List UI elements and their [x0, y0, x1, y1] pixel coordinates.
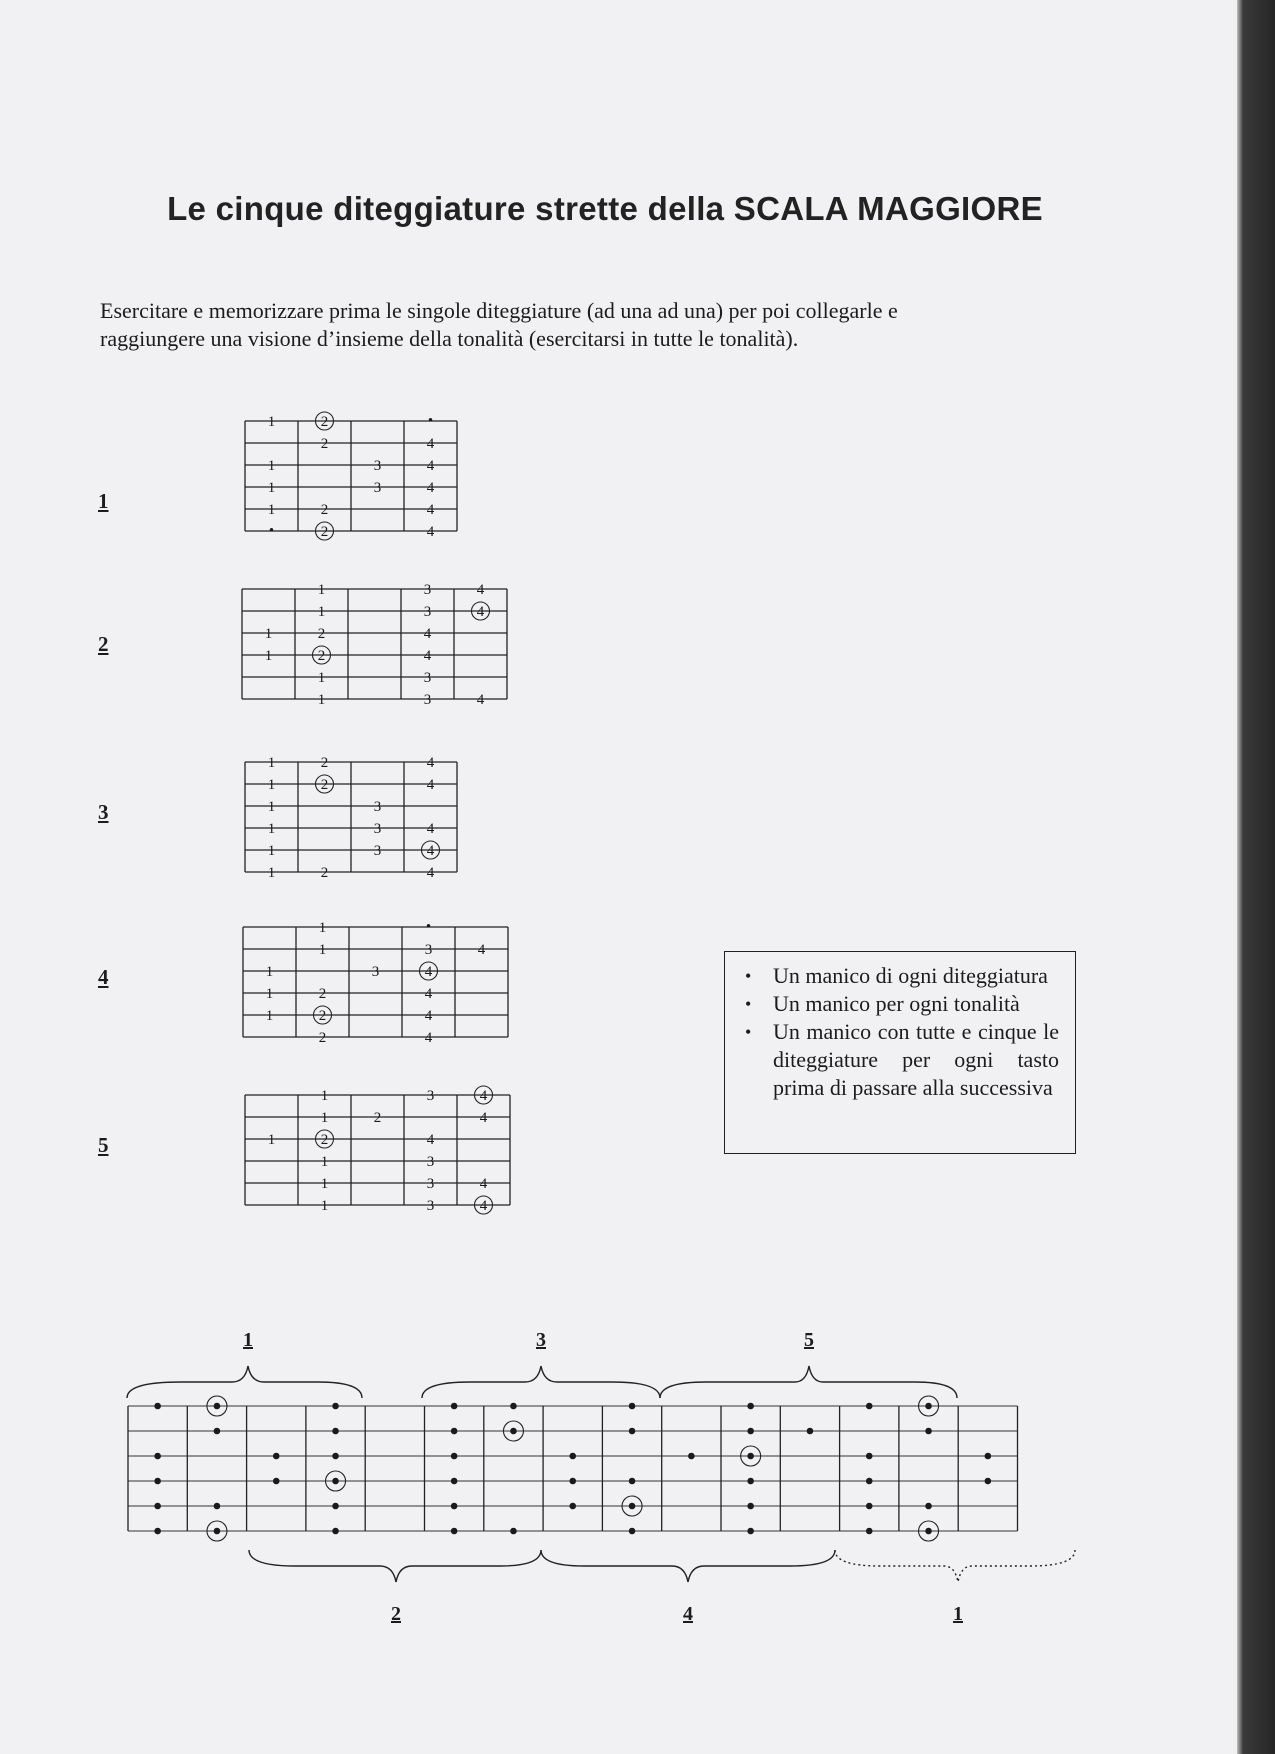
finger-number: 1 — [267, 502, 276, 518]
finger-number: 4 — [424, 964, 433, 980]
overview-note-dot — [510, 1428, 517, 1435]
finger-number: 3 — [373, 480, 382, 496]
overview-note-dot — [154, 1503, 161, 1510]
bullet: • — [745, 1022, 752, 1042]
practice-note — [743, 990, 1059, 1018]
overview-note-dot — [451, 1478, 458, 1485]
finger-number: 1 — [267, 458, 276, 474]
finger-number: 1 — [320, 1154, 329, 1170]
finger-number: 2 — [320, 777, 329, 793]
finger-number: 3 — [426, 1176, 435, 1192]
overview-fretboard — [128, 1396, 1018, 1541]
finger-number: 1 — [267, 865, 276, 881]
finger-number: 1 — [267, 755, 276, 771]
overview-top-label-5: 5 — [804, 1329, 814, 1351]
note-dot: • — [268, 523, 275, 539]
finger-number: 4 — [426, 480, 435, 496]
overview-note-dot — [510, 1528, 517, 1535]
practice-note-text: Un manico di ogni diteggiatura — [773, 963, 1048, 988]
overview-note-dot — [866, 1453, 873, 1460]
brace-bottom-2 — [249, 1550, 541, 1582]
finger-number: 4 — [476, 604, 485, 620]
overview-bottom-label-1: 1 — [953, 1603, 963, 1625]
practice-notes-list — [743, 962, 1059, 1102]
full-neck-overview — [0, 1300, 1100, 1640]
brace-top-5 — [660, 1366, 957, 1398]
fretboard-grid — [243, 927, 508, 1037]
finger-number: 3 — [373, 799, 382, 815]
finger-number: 1 — [317, 692, 326, 708]
finger-number: 1 — [267, 843, 276, 859]
overview-note-dot — [332, 1428, 339, 1435]
intro-line-2: raggiungere una visione d’insieme della tonalità (esercitarsi in tutte le tonalità). — [100, 326, 799, 351]
brace-bottom-1-dotted — [835, 1550, 1075, 1582]
overview-note-dot — [569, 1453, 576, 1460]
overview-note-dot — [451, 1428, 458, 1435]
overview-note-dot — [214, 1428, 221, 1435]
finger-number: 2 — [318, 986, 327, 1002]
overview-note-dot — [332, 1453, 339, 1460]
finger-number: 4 — [426, 843, 435, 859]
overview-note-dot — [629, 1403, 636, 1410]
diagram-label-4: 4 — [98, 965, 109, 989]
note-dot: • — [425, 919, 432, 935]
finger-number: 1 — [265, 1008, 274, 1024]
overview-bottom-label-2: 2 — [391, 1603, 401, 1625]
overview-note-dot — [332, 1403, 339, 1410]
diagram-label-1: 1 — [98, 489, 109, 513]
overview-note-dot — [214, 1528, 221, 1535]
finger-number: 3 — [426, 1198, 435, 1214]
finger-number: 4 — [426, 502, 435, 518]
finger-number: 1 — [265, 986, 274, 1002]
finger-number: 3 — [423, 670, 432, 686]
intro-paragraph — [100, 297, 1050, 353]
overview-note-dot — [985, 1453, 992, 1460]
overview-note-dot — [629, 1428, 636, 1435]
overview-note-dot — [214, 1503, 221, 1510]
finger-number: 2 — [317, 626, 326, 642]
finger-number: 4 — [424, 986, 433, 1002]
overview-note-dot — [866, 1528, 873, 1535]
finger-number: 1 — [267, 414, 276, 430]
overview-note-dot — [747, 1478, 754, 1485]
overview-note-dot — [629, 1503, 636, 1510]
overview-top-label-3: 3 — [536, 1329, 546, 1351]
finger-number: 2 — [320, 414, 329, 430]
overview-note-dot — [747, 1403, 754, 1410]
practice-note — [743, 1018, 1059, 1102]
finger-number: 4 — [426, 436, 435, 452]
overview-note-dot — [154, 1478, 161, 1485]
overview-note-dot — [866, 1403, 873, 1410]
finger-number: 2 — [320, 524, 329, 540]
finger-number: 4 — [426, 821, 435, 837]
overview-note-dot — [925, 1403, 932, 1410]
fingering-diagram-4 — [243, 919, 543, 1052]
overview-note-dot — [214, 1403, 221, 1410]
finger-number: 4 — [426, 755, 435, 771]
fretboard-grid — [245, 421, 457, 531]
overview-note-dot — [925, 1503, 932, 1510]
finger-number: 1 — [317, 670, 326, 686]
finger-number: 4 — [426, 458, 435, 474]
fingering-diagram-1 — [245, 413, 485, 546]
fingering-diagram-3 — [245, 755, 485, 887]
finger-number: 2 — [320, 1132, 329, 1148]
finger-number: 2 — [320, 436, 329, 452]
finger-number: 1 — [264, 648, 273, 664]
overview-note-dot — [510, 1403, 517, 1410]
overview-top-label-1: 1 — [243, 1329, 253, 1351]
overview-note-dot — [154, 1403, 161, 1410]
finger-number: 1 — [267, 1132, 276, 1148]
overview-note-dot — [332, 1528, 339, 1535]
overview-note-dot — [451, 1403, 458, 1410]
finger-number: 3 — [424, 942, 433, 958]
finger-number: 4 — [479, 1088, 488, 1104]
brace-top-1 — [127, 1366, 362, 1398]
finger-number: 3 — [426, 1088, 435, 1104]
brace-top-3 — [422, 1366, 660, 1398]
finger-number: 1 — [318, 942, 327, 958]
overview-note-dot — [451, 1453, 458, 1460]
finger-number: 4 — [424, 1030, 433, 1046]
overview-note-dot — [629, 1528, 636, 1535]
finger-number: 1 — [267, 480, 276, 496]
overview-note-dot — [866, 1478, 873, 1485]
overview-note-dot — [925, 1528, 932, 1535]
finger-number: 1 — [320, 1198, 329, 1214]
finger-number: 1 — [267, 821, 276, 837]
finger-number: 4 — [426, 865, 435, 881]
overview-braces — [127, 1366, 1075, 1582]
finger-number: 4 — [423, 626, 432, 642]
overview-note-dot — [332, 1478, 339, 1485]
finger-number: 1 — [267, 777, 276, 793]
overview-note-dot — [154, 1528, 161, 1535]
overview-note-dot — [985, 1478, 992, 1485]
finger-number: 2 — [320, 865, 329, 881]
finger-number: 3 — [371, 964, 380, 980]
note-dot: • — [427, 413, 434, 429]
scanner-edge — [1237, 0, 1275, 1754]
overview-note-dot — [569, 1478, 576, 1485]
finger-number: 3 — [426, 1154, 435, 1170]
finger-number: 3 — [423, 582, 432, 598]
finger-number: 4 — [479, 1110, 488, 1126]
overview-note-dot — [866, 1503, 873, 1510]
finger-number: 3 — [373, 458, 382, 474]
finger-number: 4 — [423, 648, 432, 664]
overview-note-dot — [747, 1503, 754, 1510]
overview-note-dot — [747, 1428, 754, 1435]
finger-number: 3 — [373, 843, 382, 859]
finger-number: 1 — [318, 920, 327, 936]
diagram-label-3: 3 — [98, 800, 109, 824]
finger-number: 1 — [267, 799, 276, 815]
finger-number: 1 — [320, 1176, 329, 1192]
finger-number: 1 — [264, 626, 273, 642]
fretboard-grid — [245, 762, 457, 872]
overview-note-dot — [332, 1503, 339, 1510]
finger-number: 2 — [320, 755, 329, 771]
finger-number: 2 — [318, 1030, 327, 1046]
overview-note-dot — [451, 1503, 458, 1510]
page-title: Le cinque diteggiature strette della SCALA MAGGIORE — [167, 190, 1043, 227]
overview-note-dot — [925, 1428, 932, 1435]
finger-number: 4 — [426, 777, 435, 793]
intro-line-1: Esercitare e memorizzare prima le singole diteggiature (ad una ad una) per poi collegarle e — [100, 298, 898, 323]
finger-number: 3 — [423, 692, 432, 708]
brace-bottom-4 — [541, 1550, 835, 1582]
overview-note-dot — [807, 1428, 814, 1435]
overview-note-dot — [747, 1453, 754, 1460]
finger-number: 3 — [423, 604, 432, 620]
finger-number: 1 — [320, 1110, 329, 1126]
finger-number: 2 — [317, 648, 326, 664]
overview-note-dot — [569, 1503, 576, 1510]
finger-number: 1 — [265, 964, 274, 980]
overview-note-dot — [273, 1478, 280, 1485]
finger-number: 4 — [477, 942, 486, 958]
finger-number: 4 — [426, 524, 435, 540]
finger-number: 1 — [317, 604, 326, 620]
finger-number: 4 — [476, 692, 485, 708]
finger-number: 4 — [479, 1198, 488, 1214]
practice-notes-box — [724, 951, 1076, 1154]
overview-note-dot — [154, 1453, 161, 1460]
finger-number: 4 — [479, 1176, 488, 1192]
overview-note-dot — [629, 1478, 636, 1485]
bullet: • — [745, 966, 752, 986]
overview-note-dot — [451, 1528, 458, 1535]
fretboard-grid — [242, 589, 507, 699]
overview-note-dot — [747, 1528, 754, 1535]
finger-number: 4 — [426, 1132, 435, 1148]
diagram-label-2: 2 — [98, 632, 109, 656]
practice-note — [743, 962, 1059, 990]
finger-number: 1 — [317, 582, 326, 598]
finger-number: 4 — [476, 582, 485, 598]
overview-note-dot — [688, 1453, 695, 1460]
bullet: • — [745, 994, 752, 1014]
finger-number: 3 — [373, 821, 382, 837]
practice-note-text: Un manico per ogni tonalità — [773, 991, 1020, 1016]
finger-number: 2 — [320, 502, 329, 518]
overview-bottom-label-4: 4 — [683, 1603, 693, 1625]
finger-number: 4 — [424, 1008, 433, 1024]
practice-note-text: Un manico con tutte e cinque le diteggiature per ogni tasto prima di passare alla successiva — [773, 1019, 1059, 1100]
finger-number: 1 — [320, 1088, 329, 1104]
fingering-diagram-2 — [242, 582, 542, 714]
overview-note-dot — [273, 1453, 280, 1460]
fingering-diagram-5 — [245, 1088, 545, 1220]
diagram-label-5: 5 — [98, 1133, 109, 1157]
finger-number: 2 — [373, 1110, 382, 1126]
finger-number: 2 — [318, 1008, 327, 1024]
